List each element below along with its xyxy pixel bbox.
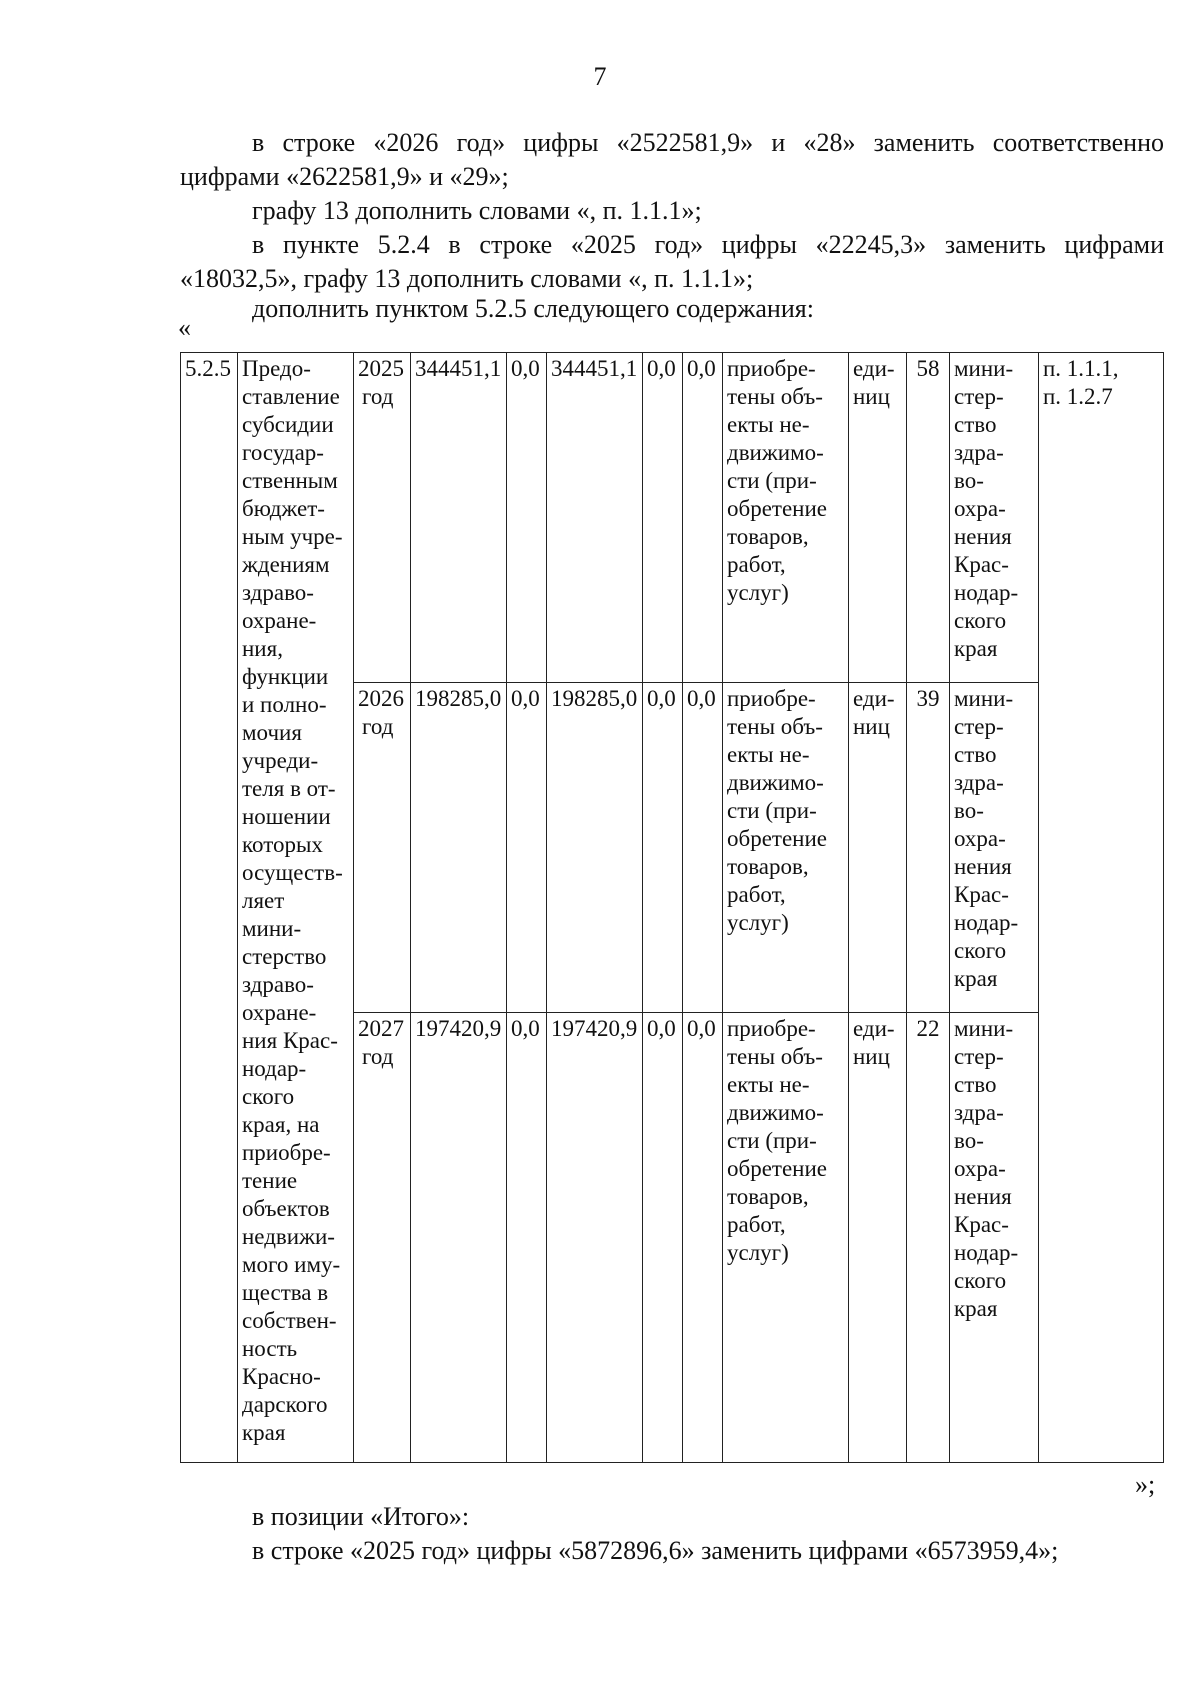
result-line: услуг) (727, 910, 789, 935)
value-cell (547, 683, 643, 1013)
result-line: тены объ- (727, 1044, 823, 1069)
ref-line: п. 1.1.1, (1043, 356, 1119, 381)
year-suffix: год (362, 384, 394, 409)
executor-line: края (954, 636, 998, 661)
description-cell (238, 353, 354, 1463)
year-cell (354, 1013, 411, 1463)
description-line: Красно- (242, 1364, 321, 1389)
total-value: 344451,1 (415, 356, 502, 381)
item-number: 5.2.5 (185, 356, 231, 381)
unit-line: ниц (853, 1044, 890, 1069)
result-line: работ, (727, 552, 786, 577)
year-cell (354, 683, 411, 1013)
executor-line: нения (954, 524, 1012, 549)
result-line: обретение (727, 496, 827, 521)
result-line: обретение (727, 1156, 827, 1181)
description-line: щества в (242, 1280, 329, 1305)
description-line: и полно- (242, 692, 327, 717)
value: 0,0 (647, 1016, 676, 1041)
total-cell (411, 1013, 507, 1463)
description-line: ным учре- (242, 524, 343, 549)
description-line: ность (242, 1336, 298, 1361)
total-cell (411, 353, 507, 683)
value: 197420,9 (551, 1016, 638, 1041)
executor-line: мини- (954, 356, 1014, 381)
executor-cell (950, 353, 1039, 683)
value: 0,0 (511, 356, 540, 381)
result-line: движимо- (727, 770, 824, 795)
paragraph-1-line-1: в строке «2026 год» цифры «2522581,9» и «28» заменить соответственно (252, 128, 1164, 157)
value: 0,0 (511, 686, 540, 711)
paragraph-1-line-2: цифрами «2622581,9» и «29»; (180, 162, 509, 191)
description-line: государ- (242, 440, 324, 465)
paragraph-5: в позиции «Итого»: (252, 1502, 470, 1531)
value-cell (547, 1013, 643, 1463)
executor-cell (950, 1013, 1039, 1463)
executor-line: нодар- (954, 1240, 1019, 1265)
value: 0,0 (647, 686, 676, 711)
executor-line: мини- (954, 1016, 1014, 1041)
total-value: 198285,0 (415, 686, 502, 711)
description-line: мого иму- (242, 1252, 341, 1277)
executor-line: нодар- (954, 910, 1019, 935)
executor-line: Крас- (954, 882, 1009, 907)
description-line: мочия (242, 720, 302, 745)
closing-quote: »; (1135, 1470, 1156, 1499)
description-line: субсидии (242, 412, 334, 437)
executor-line: во- (954, 1128, 984, 1153)
description-line: бюджет- (242, 496, 325, 521)
year-suffix: год (362, 1044, 394, 1069)
value: 0,0 (687, 686, 716, 711)
description-line: здраво- (242, 580, 314, 605)
paragraph-3-line-2: «18032,5», графу 13 дополнить словами «, п. 1.1.1»; (180, 264, 754, 293)
result-line: сти (при- (727, 798, 817, 823)
description-line: мини- (242, 916, 302, 941)
result-line: обретение (727, 826, 827, 851)
executor-line: ского (954, 938, 1007, 963)
executor-line: нения (954, 854, 1012, 879)
executor-line: охра- (954, 496, 1006, 521)
value-cell (683, 683, 723, 1013)
executor-line: нения (954, 1184, 1012, 1209)
executor-line: нодар- (954, 580, 1019, 605)
description-line: ского (242, 1084, 295, 1109)
executor-line: ство (954, 1072, 997, 1097)
unit-cell (849, 1013, 907, 1463)
year-value: 2027 (358, 1016, 404, 1041)
executor-line: охра- (954, 826, 1006, 851)
value: 198285,0 (551, 686, 638, 711)
description-line: края (242, 1420, 286, 1445)
description-line: стерство (242, 944, 327, 969)
executor-line: во- (954, 798, 984, 823)
description-line: здраво- (242, 972, 314, 997)
paragraph-2: графу 13 дополнить словами «, п. 1.1.1»; (252, 196, 702, 225)
count-value: 39 (916, 686, 940, 711)
unit-cell (849, 683, 907, 1013)
count-value: 22 (916, 1016, 940, 1041)
description-line: собствен- (242, 1308, 337, 1333)
refs-cell (1039, 353, 1164, 1463)
table-row-2025 (181, 353, 1164, 683)
paragraph-3-line-1: в пункте 5.2.4 в строке «2025 год» цифры «22245,3» заменить цифрами (252, 230, 1164, 259)
unit-cell (849, 353, 907, 683)
description-line: охране- (242, 608, 317, 633)
description-line: ственным (242, 468, 338, 493)
total-value: 197420,9 (415, 1016, 502, 1041)
executor-line: Крас- (954, 552, 1009, 577)
value: 344451,1 (551, 356, 638, 381)
description-line: тение (242, 1168, 298, 1193)
executor-line: края (954, 1296, 998, 1321)
result-line: товаров, (727, 854, 809, 879)
value: 0,0 (647, 356, 676, 381)
result-line: екты не- (727, 412, 810, 437)
paragraph-4: дополнить пунктом 5.2.5 следующего содержания: (252, 294, 814, 323)
value: 0,0 (687, 1016, 716, 1041)
executor-line: стер- (954, 384, 1004, 409)
description-line: нодар- (242, 1056, 307, 1081)
executor-line: ство (954, 412, 997, 437)
executor-line: охра- (954, 1156, 1006, 1181)
result-line: тены объ- (727, 384, 823, 409)
description-line: ждениям (242, 552, 330, 577)
result-line: екты не- (727, 742, 810, 767)
result-line: приобре- (727, 1016, 816, 1041)
executor-line: Крас- (954, 1212, 1009, 1237)
value-cell (643, 683, 683, 1013)
count-value: 58 (916, 356, 940, 381)
unit-line: еди- (853, 686, 895, 711)
result-cell (723, 683, 849, 1013)
description-line: осуществ- (242, 860, 343, 885)
description-line: теля в от- (242, 776, 336, 801)
result-line: движимо- (727, 1100, 824, 1125)
result-line: сти (при- (727, 468, 817, 493)
description-line: ставление (242, 384, 340, 409)
executor-line: во- (954, 468, 984, 493)
result-cell (723, 1013, 849, 1463)
count-cell (907, 1013, 950, 1463)
result-cell (723, 353, 849, 683)
executor-line: стер- (954, 714, 1004, 739)
value-cell (507, 353, 547, 683)
description-line: объектов (242, 1196, 330, 1221)
description-line: которых (242, 832, 323, 857)
count-cell (907, 353, 950, 683)
result-line: екты не- (727, 1072, 810, 1097)
result-line: работ, (727, 1212, 786, 1237)
description-line: края, на (242, 1112, 320, 1137)
executor-cell (950, 683, 1039, 1013)
executor-line: здра- (954, 770, 1004, 795)
item-number-cell (181, 353, 238, 1463)
value-cell (507, 683, 547, 1013)
executor-line: стер- (954, 1044, 1004, 1069)
year-value: 2026 (358, 686, 404, 711)
program-table (180, 352, 1164, 1463)
value: 0,0 (687, 356, 716, 381)
page-number: 7 (593, 62, 607, 91)
executor-line: края (954, 966, 998, 991)
value-cell (643, 1013, 683, 1463)
value-cell (547, 353, 643, 683)
value-cell (683, 353, 723, 683)
description-line: ния Крас- (242, 1028, 338, 1053)
description-line: Предо- (242, 356, 311, 381)
unit-line: ниц (853, 384, 890, 409)
opening-quote: « (178, 313, 191, 342)
description-line: учреди- (242, 748, 319, 773)
executor-line: ство (954, 742, 997, 767)
result-line: движимо- (727, 440, 824, 465)
year-suffix: год (362, 714, 394, 739)
executor-line: здра- (954, 440, 1004, 465)
unit-line: еди- (853, 1016, 895, 1041)
result-line: сти (при- (727, 1128, 817, 1153)
description-line: функции (242, 664, 329, 689)
year-value: 2025 (358, 356, 404, 381)
description-line: недвижи- (242, 1224, 335, 1249)
value-cell (507, 1013, 547, 1463)
description-line: приобре- (242, 1140, 331, 1165)
unit-line: еди- (853, 356, 895, 381)
result-line: приобре- (727, 356, 816, 381)
result-line: приобре- (727, 686, 816, 711)
result-line: услуг) (727, 1240, 789, 1265)
executor-line: здра- (954, 1100, 1004, 1125)
result-line: товаров, (727, 1184, 809, 1209)
ref-line: п. 1.2.7 (1043, 384, 1113, 409)
executor-line: ского (954, 1268, 1007, 1293)
description-line: дарского (242, 1392, 328, 1417)
year-cell (354, 353, 411, 683)
value-cell (683, 1013, 723, 1463)
executor-line: ского (954, 608, 1007, 633)
description-line: ляет (242, 888, 285, 913)
result-line: тены объ- (727, 714, 823, 739)
count-cell (907, 683, 950, 1013)
description-line: охране- (242, 1000, 317, 1025)
description-line: ния, (242, 636, 283, 661)
description-line: ношении (242, 804, 331, 829)
total-cell (411, 683, 507, 1013)
value: 0,0 (511, 1016, 540, 1041)
result-line: товаров, (727, 524, 809, 549)
unit-line: ниц (853, 714, 890, 739)
result-line: услуг) (727, 580, 789, 605)
value-cell (643, 353, 683, 683)
executor-line: мини- (954, 686, 1014, 711)
paragraph-6: в строке «2025 год» цифры «5872896,6» заменить цифрами «6573959,4»; (252, 1536, 1059, 1565)
result-line: работ, (727, 882, 786, 907)
